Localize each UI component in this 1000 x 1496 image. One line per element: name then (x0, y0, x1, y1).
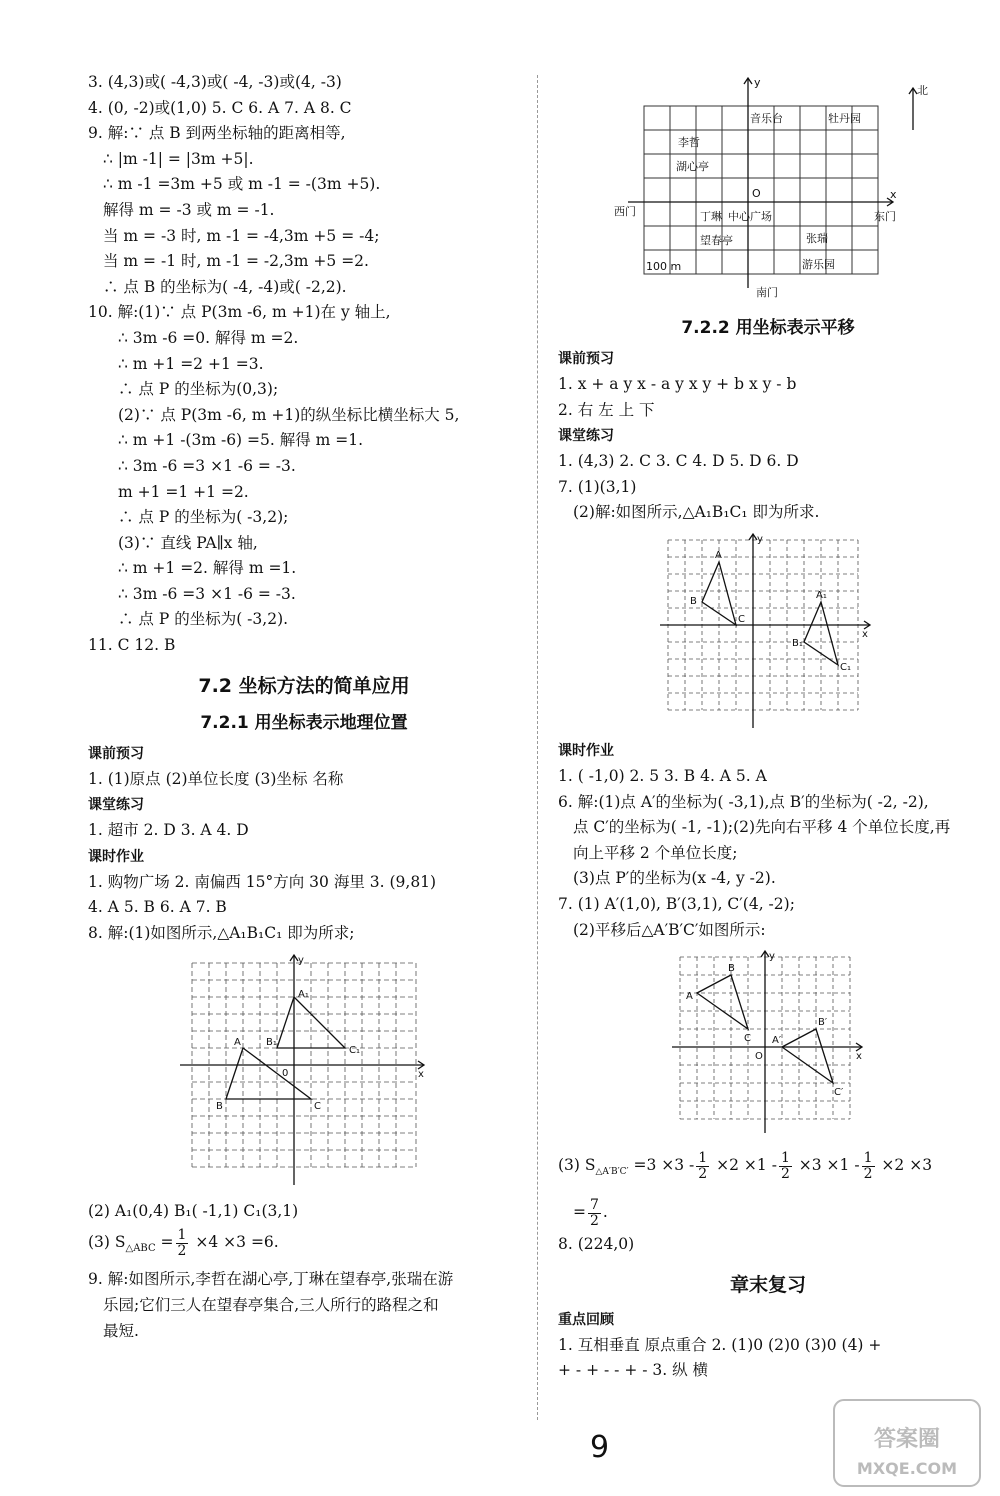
numerator: 1 (780, 1149, 790, 1166)
south-gate-label: 南门 (756, 286, 778, 299)
svg-text:x: x (856, 1051, 862, 1063)
scale-label: 100 m (646, 260, 682, 273)
denominator: 2 (780, 1165, 790, 1182)
heading-class-practice: 课堂练习 (558, 428, 614, 445)
answer-line: (3)点 P′的坐标为(x -4, y -2). (573, 869, 776, 888)
answer-line: 1. 超市 2. D 3. A 4. D (88, 821, 249, 840)
answer-line: 8. (224,0) (558, 1235, 635, 1254)
spring-pavilion-label: 望春亭 (700, 234, 733, 247)
answer-line: (2) A₁(0,4) B₁( -1,1) C₁(3,1) (88, 1201, 299, 1220)
answer-line: 1. ( -1,0) 2. 5 3. B 4. A 5. A (558, 766, 767, 785)
svg-text:C′: C′ (834, 1087, 844, 1099)
page-number: 9 (590, 1430, 610, 1465)
answer-line: 1. (1)原点 (2)单位长度 (3)坐标 名称 (88, 769, 344, 788)
svg-text:y: y (769, 951, 775, 963)
answer-line: ∴ 点 P 的坐标为( -3,2); (118, 508, 289, 527)
answer-line: ∴ m +1 =2. 解得 m =1. (118, 559, 297, 578)
svg-text:x: x (418, 1068, 424, 1080)
area-result (558, 1192, 978, 1232)
svg-text:C₁: C₁ (349, 1044, 360, 1056)
north-label: 北 (917, 84, 928, 97)
chapter-review-title: 章末复习 (729, 1273, 806, 1296)
denominator: 2 (698, 1165, 708, 1182)
equals: = (573, 1203, 586, 1222)
svg-text:0: 0 (282, 1067, 289, 1079)
term: ×3 ×1 - (793, 1156, 860, 1175)
grid-figure-right-1 (658, 532, 878, 732)
equals: = (155, 1233, 174, 1252)
term: =3 ×3 - (628, 1156, 695, 1175)
answer-line: 4. (0, -2)或(1,0) 5. C 6. A 7. A 8. C (88, 98, 352, 117)
svg-text:B₁: B₁ (792, 637, 803, 649)
heading-preview: 课前预习 (88, 745, 144, 762)
svg-text:C₁: C₁ (840, 661, 851, 673)
svg-text:C: C (738, 613, 745, 625)
subsection-title: 7.2.1 用坐标表示地理位置 (200, 712, 408, 733)
svg-text:B: B (216, 1100, 223, 1112)
park-map-figure (608, 70, 928, 305)
left-column (88, 70, 520, 1344)
area-s: (3) S (88, 1233, 126, 1252)
fraction (588, 1198, 601, 1229)
answer-line: 9. 解:如图所示,李哲在湖心亭,丁琳在望春亭,张瑞在游 (88, 1270, 454, 1289)
watermark-logo (832, 1398, 982, 1488)
origin-label: O (752, 187, 761, 200)
answer-line: 7. (1)(3,1) (558, 477, 637, 496)
area-s: (3) S (558, 1156, 596, 1175)
section-title: 7.2 坐标方法的简单应用 (198, 674, 410, 697)
answer-line: ∴ 3m -6 =3 ×1 -6 = -3. (118, 456, 296, 475)
answer-line: 当 m = -3 时, m -1 = -4,3m +5 = -4; (103, 226, 380, 245)
answer-line: 1. x + a y x - a y x y + b x y - b (558, 375, 797, 393)
answer-line: (2)∵ 点 P(3m -6, m +1)的纵坐标比横坐标大 5, (118, 405, 460, 424)
answer-line: ∴ 3m -6 =3 ×1 -6 = -3. (118, 584, 296, 603)
answer-line: 最短. (103, 1321, 139, 1340)
east-gate-label: 东门 (874, 210, 896, 223)
answer-line: 1. 互相垂直 原点重合 2. (1)0 (2)0 (3)0 (4) + (558, 1335, 882, 1354)
lake-pavilion-label: 湖心亭 (676, 160, 709, 173)
svg-text:B: B (690, 595, 697, 607)
answer-line: 当 m = -1 时, m -1 = -2,3m +5 =2. (103, 252, 369, 271)
term: ×2 ×3 (876, 1156, 933, 1175)
answer-line: 乐园;它们三人在望春亭集合,三人所行的路程之和 (103, 1295, 439, 1314)
svg-text:答案圈: 答案圈 (873, 1427, 941, 1452)
y-axis-label: y (754, 76, 761, 89)
answer-line: ∴ m -1 =3m +5 或 m -1 = -(3m +5). (103, 175, 381, 194)
fraction (176, 1228, 189, 1259)
svg-text:B: B (728, 963, 735, 975)
answer-line: (2)解:如图所示,△A₁B₁C₁ 即为所求. (573, 503, 820, 522)
area-formula (558, 1145, 978, 1192)
svg-text:C: C (314, 1100, 321, 1112)
answer-line: 1. (4,3) 2. C 3. C 4. D 5. D 6. D (558, 452, 799, 471)
grid-figure-right-2 (668, 949, 868, 1139)
answer-line: 1. 购物广场 2. 南偏西 15°方向 30 海里 3. (9,81) (88, 872, 437, 891)
svg-text:A₁: A₁ (298, 988, 309, 1000)
x-axis-label: x (890, 188, 897, 201)
peony-garden-label: 牡丹园 (828, 112, 861, 125)
answer-line: 9. 解:∵ 点 B 到两坐标轴的距离相等, (88, 124, 346, 143)
heading-homework: 课时作业 (558, 742, 614, 759)
fraction (779, 1151, 792, 1182)
period: . (602, 1203, 608, 1222)
answer-line: 2. 右 左 上 下 (558, 400, 655, 419)
answer-line: 8. 解:(1)如图所示,△A₁B₁C₁ 即为所求; (88, 924, 355, 943)
svg-text:B₁: B₁ (266, 1036, 277, 1048)
svg-text:C: C (744, 1033, 751, 1045)
heading-preview: 课前预习 (558, 351, 614, 367)
dinglin-label: 丁琳 (700, 210, 722, 223)
svg-text:A: A (686, 991, 693, 1003)
heading-homework: 课时作业 (88, 848, 144, 865)
answer-line: 10. 解:(1)∵ 点 P(3m -6, m +1)在 y 轴上, (88, 303, 391, 322)
answer-line: 向上平移 2 个单位长度; (573, 843, 738, 862)
answer-line: + - + - - + - 3. 纵 横 (558, 1361, 709, 1380)
denominator: 2 (177, 1242, 187, 1259)
fraction (696, 1151, 709, 1182)
svg-text:O: O (755, 1051, 763, 1063)
numerator: 1 (863, 1149, 873, 1166)
area-subscript: △A′B′C′ (595, 1167, 629, 1178)
answer-line: ∴ m +1 -(3m -6) =5. 解得 m =1. (118, 431, 364, 450)
svg-text:x: x (862, 628, 868, 640)
area-rest: ×4 ×3 =6. (190, 1233, 279, 1252)
denominator: 2 (863, 1165, 873, 1182)
svg-text:MXQE.COM: MXQE.COM (856, 1459, 958, 1478)
svg-text:A: A (234, 1036, 241, 1048)
denominator: 2 (590, 1212, 599, 1229)
answer-line: (3)∵ 直线 PA∥x 轴, (118, 533, 258, 552)
column-divider (537, 75, 538, 1420)
answer-line: ∴ 点 P 的坐标为(0,3); (118, 380, 279, 399)
lizhe-label: 李哲 (678, 136, 700, 149)
answer-line: m +1 =1 +1 =2. (118, 482, 249, 501)
numerator: 7 (590, 1196, 599, 1213)
answer-line: ∴ 点 P 的坐标为( -3,2). (118, 610, 289, 629)
zhangrui-label: 张瑞 (806, 232, 828, 245)
answer-line: (2)平移后△A′B′C′如图所示: (573, 920, 766, 939)
answer-line: 4. A 5. B 6. A 7. B (88, 898, 227, 917)
central-square-label: 中心广场 (728, 210, 772, 223)
answer-line: ∴ 点 B 的坐标为( -4, -4)或( -2,2). (103, 277, 347, 296)
answer-line: ∴ m +1 =2 +1 =3. (118, 354, 264, 373)
west-gate-label: 西门 (614, 205, 636, 218)
grid-figure-left (174, 953, 434, 1193)
numerator: 1 (177, 1226, 187, 1243)
fraction (862, 1151, 875, 1182)
heading-class-practice: 课堂练习 (88, 797, 144, 814)
music-stage-label: 音乐台 (750, 112, 783, 125)
amusement-park-label: 游乐园 (802, 258, 835, 271)
numerator: 1 (698, 1149, 708, 1166)
answer-line: 点 C′的坐标为( -1, -1);(2)先向右平移 4 个单位长度,再 (573, 818, 951, 837)
answer-line: 6. 解:(1)点 A′的坐标为( -3,1),点 B′的坐标为( -2, -2), (558, 792, 929, 811)
svg-text:y: y (757, 533, 763, 545)
subsection-title: 7.2.2 用坐标表示平移 (681, 318, 855, 338)
answer-line: 11. C 12. B (88, 636, 176, 655)
answer-line: ∴ 3m -6 =0. 解得 m =2. (118, 328, 299, 347)
answer-line: ∴ |m -1| = |3m +5|. (103, 149, 254, 168)
svg-text:A: A (715, 549, 722, 561)
term: ×2 ×1 - (711, 1156, 777, 1175)
answer-line: 解得 m = -3 或 m = -1. (103, 200, 275, 219)
svg-text:y: y (298, 954, 304, 966)
area-subscript: △ABC (125, 1243, 156, 1255)
svg-text:A₁: A₁ (816, 589, 827, 601)
answer-line: 7. (1) A′(1,0), B′(3,1), C′(4, -2); (558, 894, 795, 913)
svg-text:A′: A′ (772, 1035, 782, 1047)
area-formula (88, 1224, 520, 1267)
heading-key-review: 重点回顾 (558, 1311, 614, 1328)
svg-text:B′: B′ (818, 1017, 828, 1029)
right-column (558, 70, 978, 1384)
answer-line: 3. (4,3)或( -4,3)或( -4, -3)或(4, -3) (88, 73, 342, 91)
